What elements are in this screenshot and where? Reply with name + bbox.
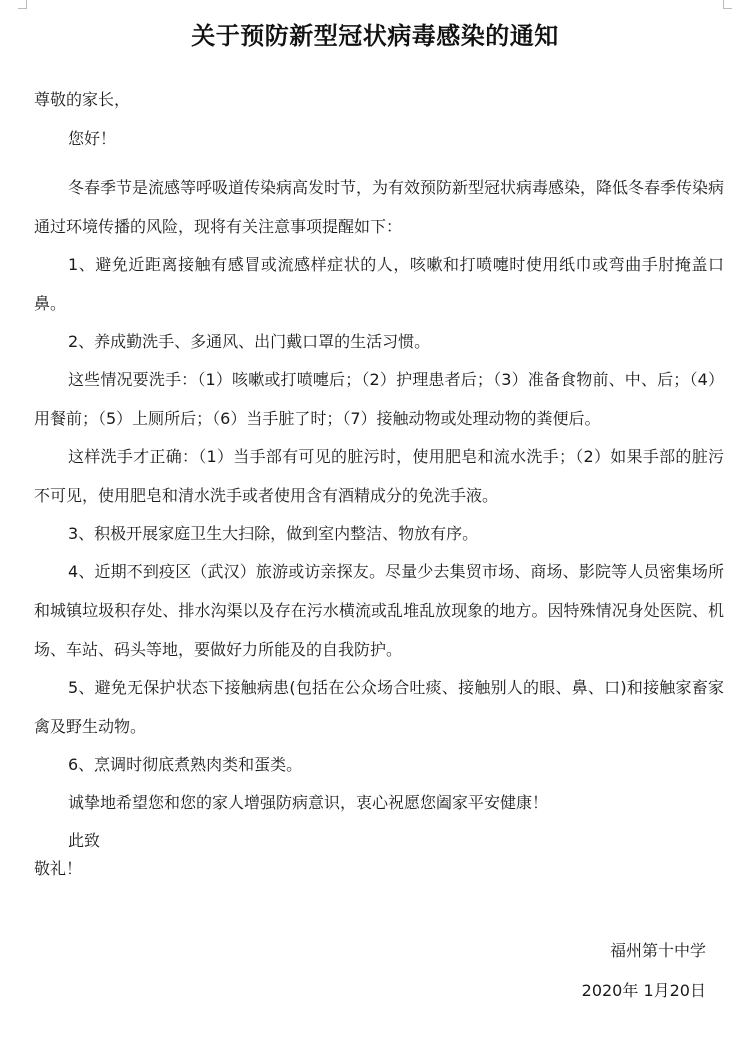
intro-paragraph: 冬春季节是流感等呼吸道传染病高发时节，为有效预防新型冠状病毒感染，降低冬春季传染病通过环境传播的风险，现将有关注意事项提醒如下： (34, 178, 725, 236)
item-2-paragraph: 2、养成勤洗手、多通风、出门戴口罩的生活习惯。 (68, 332, 431, 351)
wish-paragraph: 诚挚地希望您和您的家人增强防病意识，衷心祝愿您阖家平安健康！ (68, 793, 549, 812)
closing-line-2: 敬礼！ (34, 859, 83, 878)
item-4-paragraph: 4、近期不到疫区（武汉）旅游或访亲探友。尽量少去集贸市场、商场、影院等人员密集场所和城镇垃圾积存处、排水沟渠以及存在污水横流或乱堆乱放现象的地方。因特殊情况身处医院、机场、车站、码头等地，要做好力所能及的自我防护。 (34, 562, 724, 659)
school-signature: 福州第十中学 (609, 941, 706, 960)
notice-body (34, 90, 724, 898)
notice-date: 2020年 1月20日 (581, 981, 706, 1000)
item-6-paragraph: 6、烹调时彻底煮熟肉类和蛋类。 (68, 755, 303, 774)
closing-line-1: 此致 (68, 831, 101, 850)
crop-mark-right (723, 0, 732, 9)
item-3-paragraph: 3、积极开展家庭卫生大扫除，做到室内整洁、物放有序。 (68, 524, 479, 543)
notice-title: 关于预防新型冠状病毒感染的通知 (191, 22, 559, 50)
handwash-how-paragraph: 这样洗手才正确：（1）当手部有可见的脏污时，使用肥皂和流水洗手；（2）如果手部的脏污不可见，使用肥皂和清水洗手或者使用含有酒精成分的免洗手液。 (34, 447, 724, 505)
handwash-when-paragraph: 这些情况要洗手：（1）咳嗽或打喷嚏后；（2）护理患者后；（3）准备食物前、中、后；（4）用餐前；（5）上厕所后；（6）当手脏了时；（7）接触动物或处理动物的粪便后。 (34, 370, 724, 428)
greeting: 您好！ (68, 129, 117, 148)
crop-mark-left (18, 0, 27, 9)
item-1-paragraph: 1、避免近距离接触有感冒或流感样症状的人，咳嗽和打喷嚏时使用纸巾或弯曲手肘掩盖口鼻。 (34, 255, 724, 313)
salutation: 尊敬的家长， (34, 90, 131, 109)
item-5-paragraph: 5、避免无保护状态下接触病患(包括在公众场合吐痰、接触别人的眼、鼻、口)和接触家畜家禽及野生动物。 (34, 678, 724, 736)
